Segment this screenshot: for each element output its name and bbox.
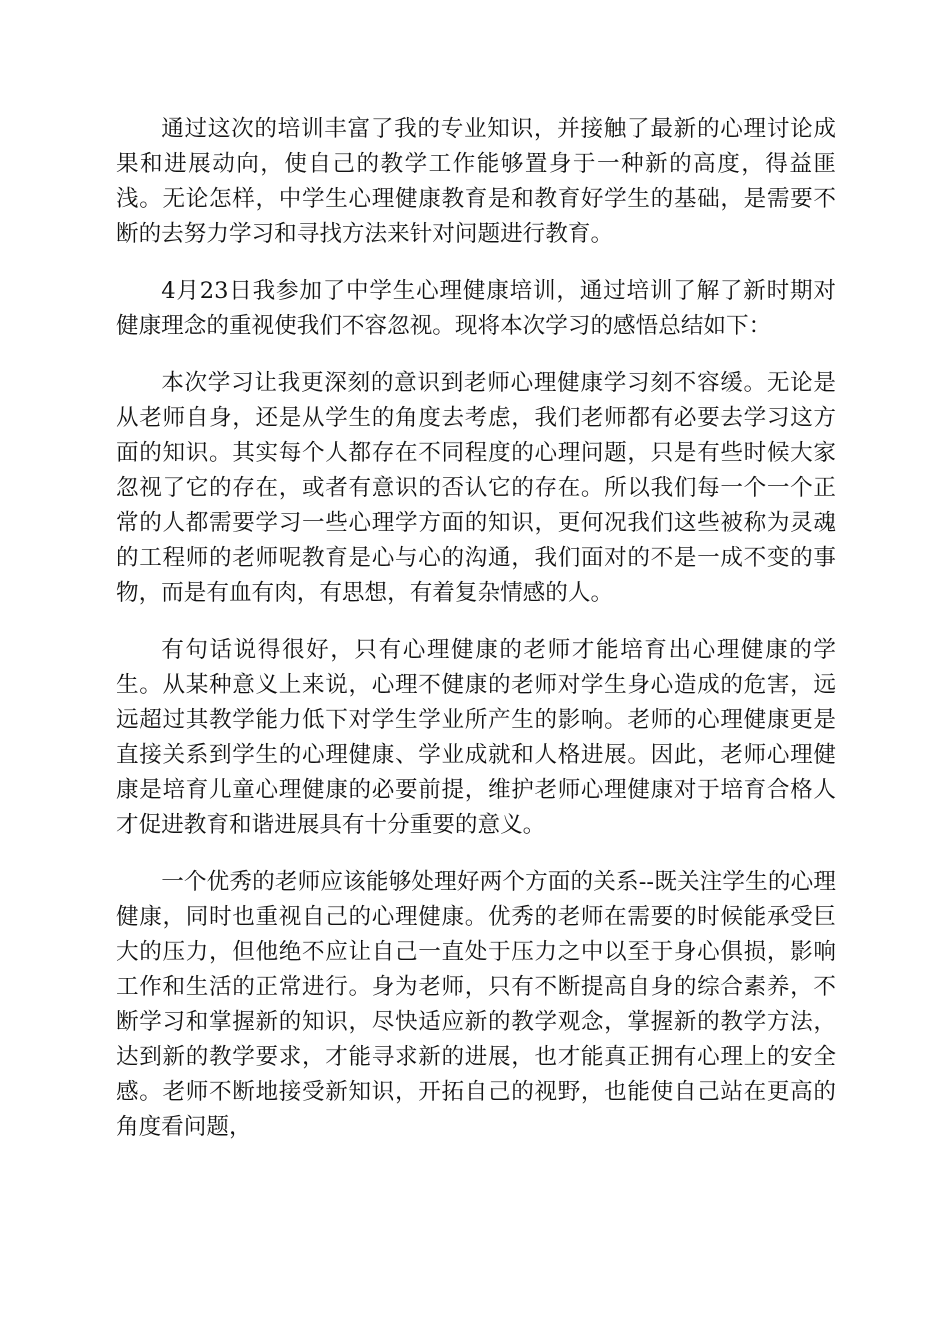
paragraph-2: 4月23日我参加了中学生心理健康培训，通过培训了解了新时期对健康理念的重视使我们不容忽视。现将本次学习的感悟总结如下： (116, 278, 836, 339)
paragraph-5: 一个优秀的老师应该能够处理好两个方面的关系--既关注学生的心理健康，同时也重视自己的心理健康。优秀的老师在需要的时候能承受巨大的压力，但他绝不应让自己一直处于压力之中以至于身心俱损，影响工作和生活的正常进行。身为老师，只有不断提高自身的综合素养，不断学习和掌握新的知识，尽快适应新的教学观念，掌握新的教学方法，达到新的教学要求，才能寻求新的进展，也才能真正拥有心理上的安全感。老师不断地接受新知识，开拓自己的视野，也能使自己站在更高的角度看问题， (116, 869, 836, 1140)
paragraph-4: 有句话说得很好，只有心理健康的老师才能培育出心理健康的学生。从某种意义上来说，心理不健康的老师对学生身心造成的危害，远远超过其教学能力低下对学生学业所产生的影响。老师的心理健康更是直接关系到学生的心理健康、学业成就和人格进展。因此，老师心理健康是培育儿童心理健康的必要前提，维护老师心理健康对于培育合格人才促进教育和谐进展具有十分重要的意义。 (116, 637, 836, 838)
paragraph-1: 通过这次的培训丰富了我的专业知识，并接触了最新的心理讨论成果和进展动向，使自己的教学工作能够置身于一种新的高度，得益匪浅。无论怎样，中学生心理健康教育是和教育好学生的基础，是需要不断的去努力学习和寻找方法来针对问题进行教育。 (116, 116, 836, 247)
paragraph-3: 本次学习让我更深刻的意识到老师心理健康学习刻不容缓。无论是从老师自身，还是从学生的角度去考虑，我们老师都有必要去学习这方面的知识。其实每个人都存在不同程度的心理问题，只是有些时候大家忽视了它的存在，或者有意识的否认它的存在。所以我们每一个一个正常的人都需要学习一些心理学方面的知识，更何况我们这些被称为灵魂的工程师的老师呢教育是心与心的沟通，我们面对的不是一成不变的事物，而是有血有肉，有思想，有着复杂情感的人。 (116, 370, 836, 606)
